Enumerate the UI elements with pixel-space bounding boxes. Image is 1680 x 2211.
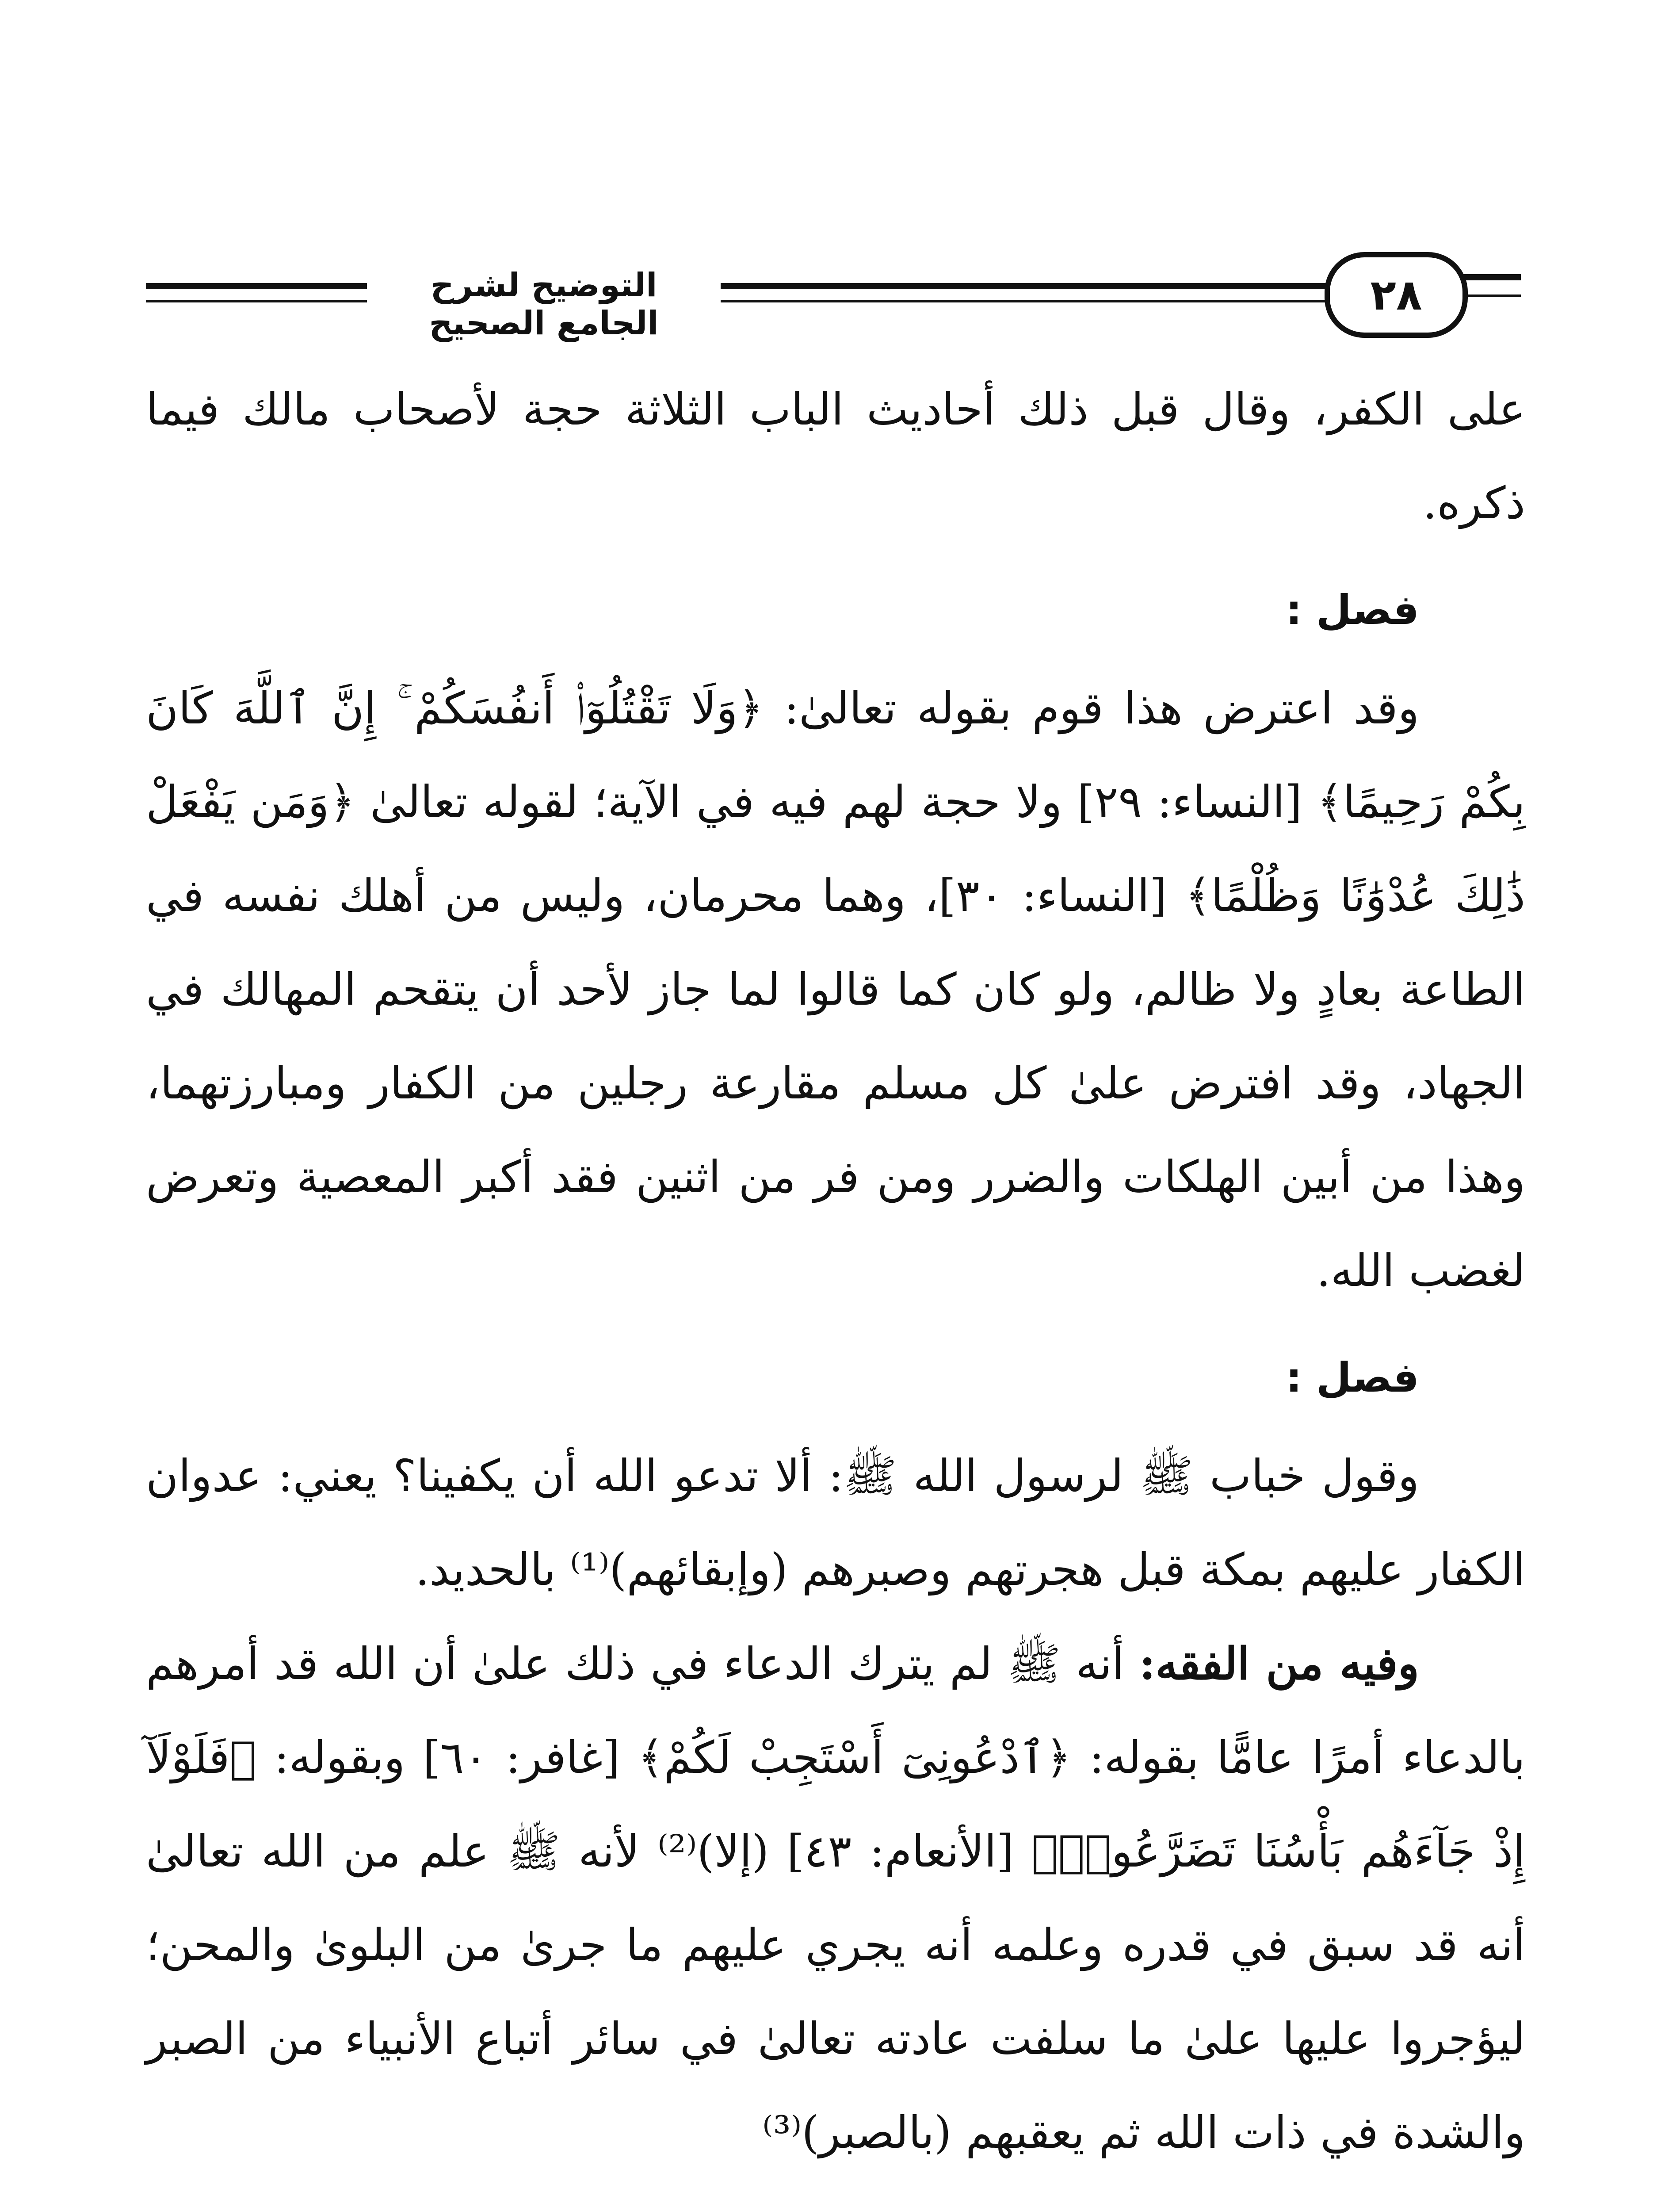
page-number-ornament	[1326, 248, 1521, 336]
header-rule-left-bottom	[146, 300, 367, 302]
page-number-tail-top	[1459, 274, 1521, 280]
section-heading-1: فصل :	[1286, 586, 1419, 634]
paragraph-fiqh	[146, 1617, 1525, 2180]
header-rule-right-top	[721, 283, 1331, 289]
main-text	[146, 363, 1525, 2180]
fiqh-text: أنه ﷺ لم يترك الدعاء في ذلك علىٰ أن الله قد أمرهم بالدعاء أمرًا عامًّا بقوله: ﴿ٱدْعُونِىٓ أَسْتَجِبْ لَكُمْ﴾ [غافر: ٦٠] وبقوله: ﴿فَلَوْلَآ إِذْ جَآءَهُم بَأْسُنَا تَضَرَّعُوا۟﴾ [الأنعام: ٤٣] (إلا)⁽²⁾ لأنه ﷺ علم من الله تعالىٰ أنه قد سبق في قدره وعلمه أنه يجري عليهم ما جرىٰ من البلوىٰ والمحن؛ ليؤجروا عليها علىٰ ما سلفت عادته تعالىٰ في سائر أتباع الأنبياء من الصبر والشدة في ذات الله ثم يعقبهم (بالصبر)⁽³⁾	[146, 1638, 1526, 2158]
page-header	[146, 248, 1521, 342]
page-number: ٢٨	[1325, 252, 1468, 338]
header-rule-left-top	[146, 283, 367, 289]
section-heading-2: فصل :	[1286, 1354, 1419, 1401]
paragraph-khabbab: وقول خباب ﷺ لرسول الله ﷺ: ألا تدعو الله أن يكفينا؟ يعني: عدوان الكفار عليهم بمكة قبل هجرتهم وصبرهم (وإبقائهم)⁽¹⁾ بالحديد.	[146, 1450, 1525, 1595]
page-number-tail-bottom	[1459, 295, 1521, 297]
paragraph-objection: وقد اعترض هذا قوم بقوله تعالىٰ: ﴿وَلَا تَقْتُلُوٓا۟ أَنفُسَكُمْ ۚ إِنَّ ٱللَّهَ كَانَ بِكُمْ رَحِيمًا﴾ [النساء: ٢٩] ولا حجة لهم فيه في الآية؛ لقوله تعالىٰ ﴿وَمَن يَفْعَلْ ذَٰلِكَ عُدْوَٰنًا وَظُلْمًا﴾ [النساء: ٣٠]، وهما محرمان، وليس من أهلك نفسه في الطاعة بعادٍ ولا ظالم، ولو كان كما قالوا لما جاز لأحد أن يتقحم المهالك في الجهاد، وقد افترض علىٰ كل مسلم مقارعة رجلين من الكفار ومبارزتهما، وهذا من أبين الهلكات والضرر ومن فر من اثنين فقد أكبر المعصية وتعرض لغضب الله.	[146, 682, 1526, 1297]
header-rule-right-bottom	[721, 300, 1331, 302]
paragraph-continuation: على الكفر، وقال قبل ذلك أحاديث الباب الثلاثة حجة لأصحاب مالك فيما ذكره.	[146, 383, 1525, 529]
book-title: التوضيح لشرح الجامع الصحيح	[385, 266, 703, 342]
fiqh-lead: وفيه من الفقه:	[1139, 1637, 1419, 1690]
